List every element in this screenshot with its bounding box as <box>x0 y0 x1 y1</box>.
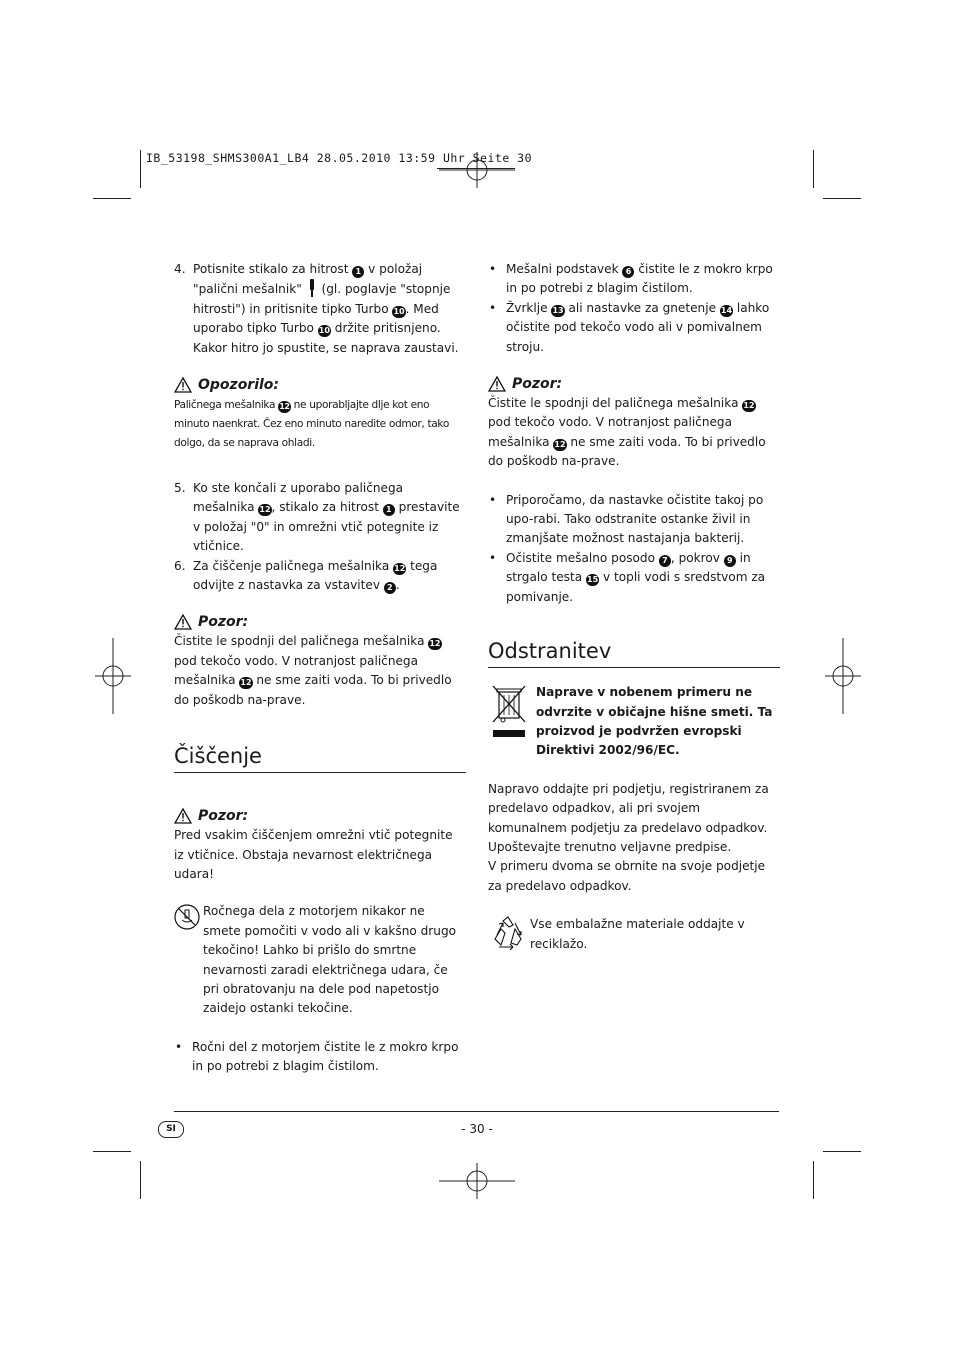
caution-heading: Pozor: <box>174 806 466 826</box>
ref-hand-blender: 12 <box>279 402 290 412</box>
list-item: • Mešalni podstavek 6 čistite le z mokro krpo in po potrebi z blagim čistilom. <box>489 262 773 296</box>
disposal-paragraph: V primeru dvoma se obrnite na svoje podjetje za predelavo odpadkov. <box>488 859 766 893</box>
warning-triangle-icon <box>174 614 192 630</box>
page-number: - 30 - <box>461 1122 493 1136</box>
list-item: • Ročni del z motorjem čistite le z mokro krpo in po potrebi z blagim čistilom. <box>175 1039 459 1074</box>
cleaning-caution-text: Pred vsakim čiščenjem omrežni vtič potegnite iz vtičnice. Obstaja nevarnost električnega udara! <box>174 828 453 881</box>
caution-text: Čistite le spodnji del paličnega mešalnika 12 pod tekočo vodo. V notranjost paličnega mešalnika 12 ne sme zaiti voda. To bi privedlo do poškodb na-prave. <box>174 634 452 707</box>
ref-hand-blender: 12 <box>429 639 441 649</box>
recycle-icon <box>489 915 527 953</box>
right-column <box>488 260 780 954</box>
ref-whisks: 13 <box>552 305 564 315</box>
ref-hand-blender: 12 <box>394 563 406 573</box>
left-column <box>174 260 466 1077</box>
list-item: • Žvrklje 13 ali nastavke za gnetenje 14 lahko očistite pod tekočo vodo ali v pomivalnem stroju. <box>489 300 770 354</box>
ref-turbo-button: 10 <box>318 326 330 336</box>
step-4: 4. Potisnite stikalo za hitrost 1 v položaj "palični mešalnik" (gl. poglavje "stopnje hitrosti") in pritisnite tipko Turbo 10. Med uporabo tipko Turbo 10 držite pritisnjeno. Kakor hitro jo spustite, se naprava zaustavi. <box>174 262 459 355</box>
language-badge: SI <box>158 1121 184 1138</box>
warning-triangle-icon <box>488 376 506 392</box>
recycle-notice: Vse embalažne materiale oddajte v reciklažo. <box>488 915 780 954</box>
warning-triangle-icon <box>174 808 192 824</box>
section-title-cleaning: Čiščenje <box>174 743 466 773</box>
registration-mark-right <box>823 636 863 716</box>
disposal-paragraph: Upoštevajte trenutno veljavne predpise. <box>488 839 732 854</box>
ref-hand-blender: 12 <box>554 439 566 449</box>
weee-notice: Naprave v nobenem primeru ne odvrzite v običajne hišne smeti. Ta proizvod je podvržen evropski Direktivi 2002/96/EC. <box>488 683 780 761</box>
ref-attachment-mount: 2 <box>384 582 396 594</box>
registration-mark-left <box>93 636 133 716</box>
no-immersion-icon <box>174 904 200 930</box>
ref-hand-blender: 12 <box>240 678 252 688</box>
ref-speed-switch: 1 <box>383 504 395 516</box>
ref-hand-blender: 12 <box>259 505 271 515</box>
caution-heading: Pozor: <box>488 374 780 394</box>
print-info-header: IB_53198_SHMS300A1_LB4 28.05.2010 13:59 Uhr Seite 30 <box>146 151 533 165</box>
ref-dough-scraper: 15 <box>587 575 599 585</box>
list-item: • Priporočamo, da nastavke očistite takoj po upo-rabi. Tako odstranite ostanke živil in zmanjšate možnost nastajanja bakterij. <box>489 492 764 546</box>
ref-kneading-hooks: 14 <box>720 305 733 315</box>
ref-hand-blender: 12 <box>743 401 755 411</box>
warning-heading: Opozorilo: <box>174 375 466 395</box>
warning-text: Paličnega mešalnika 12 ne uporabljajte dlje kot eno minuto naenkrat. Čez eno minuto naredite odmor, tako dolgo, da se naprava ohladi. <box>174 399 449 450</box>
ref-speed-switch: 1 <box>352 266 364 278</box>
step-5: 5. Ko ste končali z uporabo paličnega mešalnika 12, stikalo za hitrost 1 prestavite v položaj "0" in omrežni vtič potegnite iz vtičnice. <box>174 481 460 554</box>
list-item: • Očistite mešalno posodo 7 , pokrov 9 in strgalo testa 15 v topli vodi s sredstvom za pomivanje. <box>489 550 766 604</box>
ref-mixing-bowl: 7 <box>659 555 671 567</box>
warning-triangle-icon <box>174 377 192 393</box>
ref-mixing-stand: 6 <box>622 266 634 278</box>
no-water-notice: Ročnega dela z motorjem nikakor ne smete pomočiti v vodo ali v kakšno drugo tekočino! Lahko bi prišlo do smrtne nevarnosti zaradi električnega udara, če pri obratovanju na dele pod napetostjo zaidejo ostanki tekočine. <box>174 902 466 1018</box>
step-6: 6. Za čiščenje paličnega mešalnika 12 tega odvijte z nastavka za vstavitev 2 . <box>174 558 438 593</box>
blender-icon <box>308 279 316 297</box>
ref-lid: 9 <box>724 555 736 567</box>
registration-mark-bottom <box>437 1161 517 1201</box>
ref-turbo-button: 10 <box>393 306 405 316</box>
caution-heading: Pozor: <box>174 612 466 632</box>
disposal-paragraph: Napravo oddajte pri podjetju, registriranem za predelavo odpadkov, ali pri svojem komunalnem podjetju za predelavo odpadkov. <box>488 781 769 835</box>
section-title-disposal: Odstranitev <box>488 638 780 668</box>
caution-text: Čistite le spodnji del paličnega mešalnika 12 pod tekočo vodo. V notranjost paličnega mešalnika 12 ne sme zaiti voda. To bi privedlo do poškodb na-prave. <box>488 396 766 469</box>
crossed-bin-icon <box>491 684 527 740</box>
